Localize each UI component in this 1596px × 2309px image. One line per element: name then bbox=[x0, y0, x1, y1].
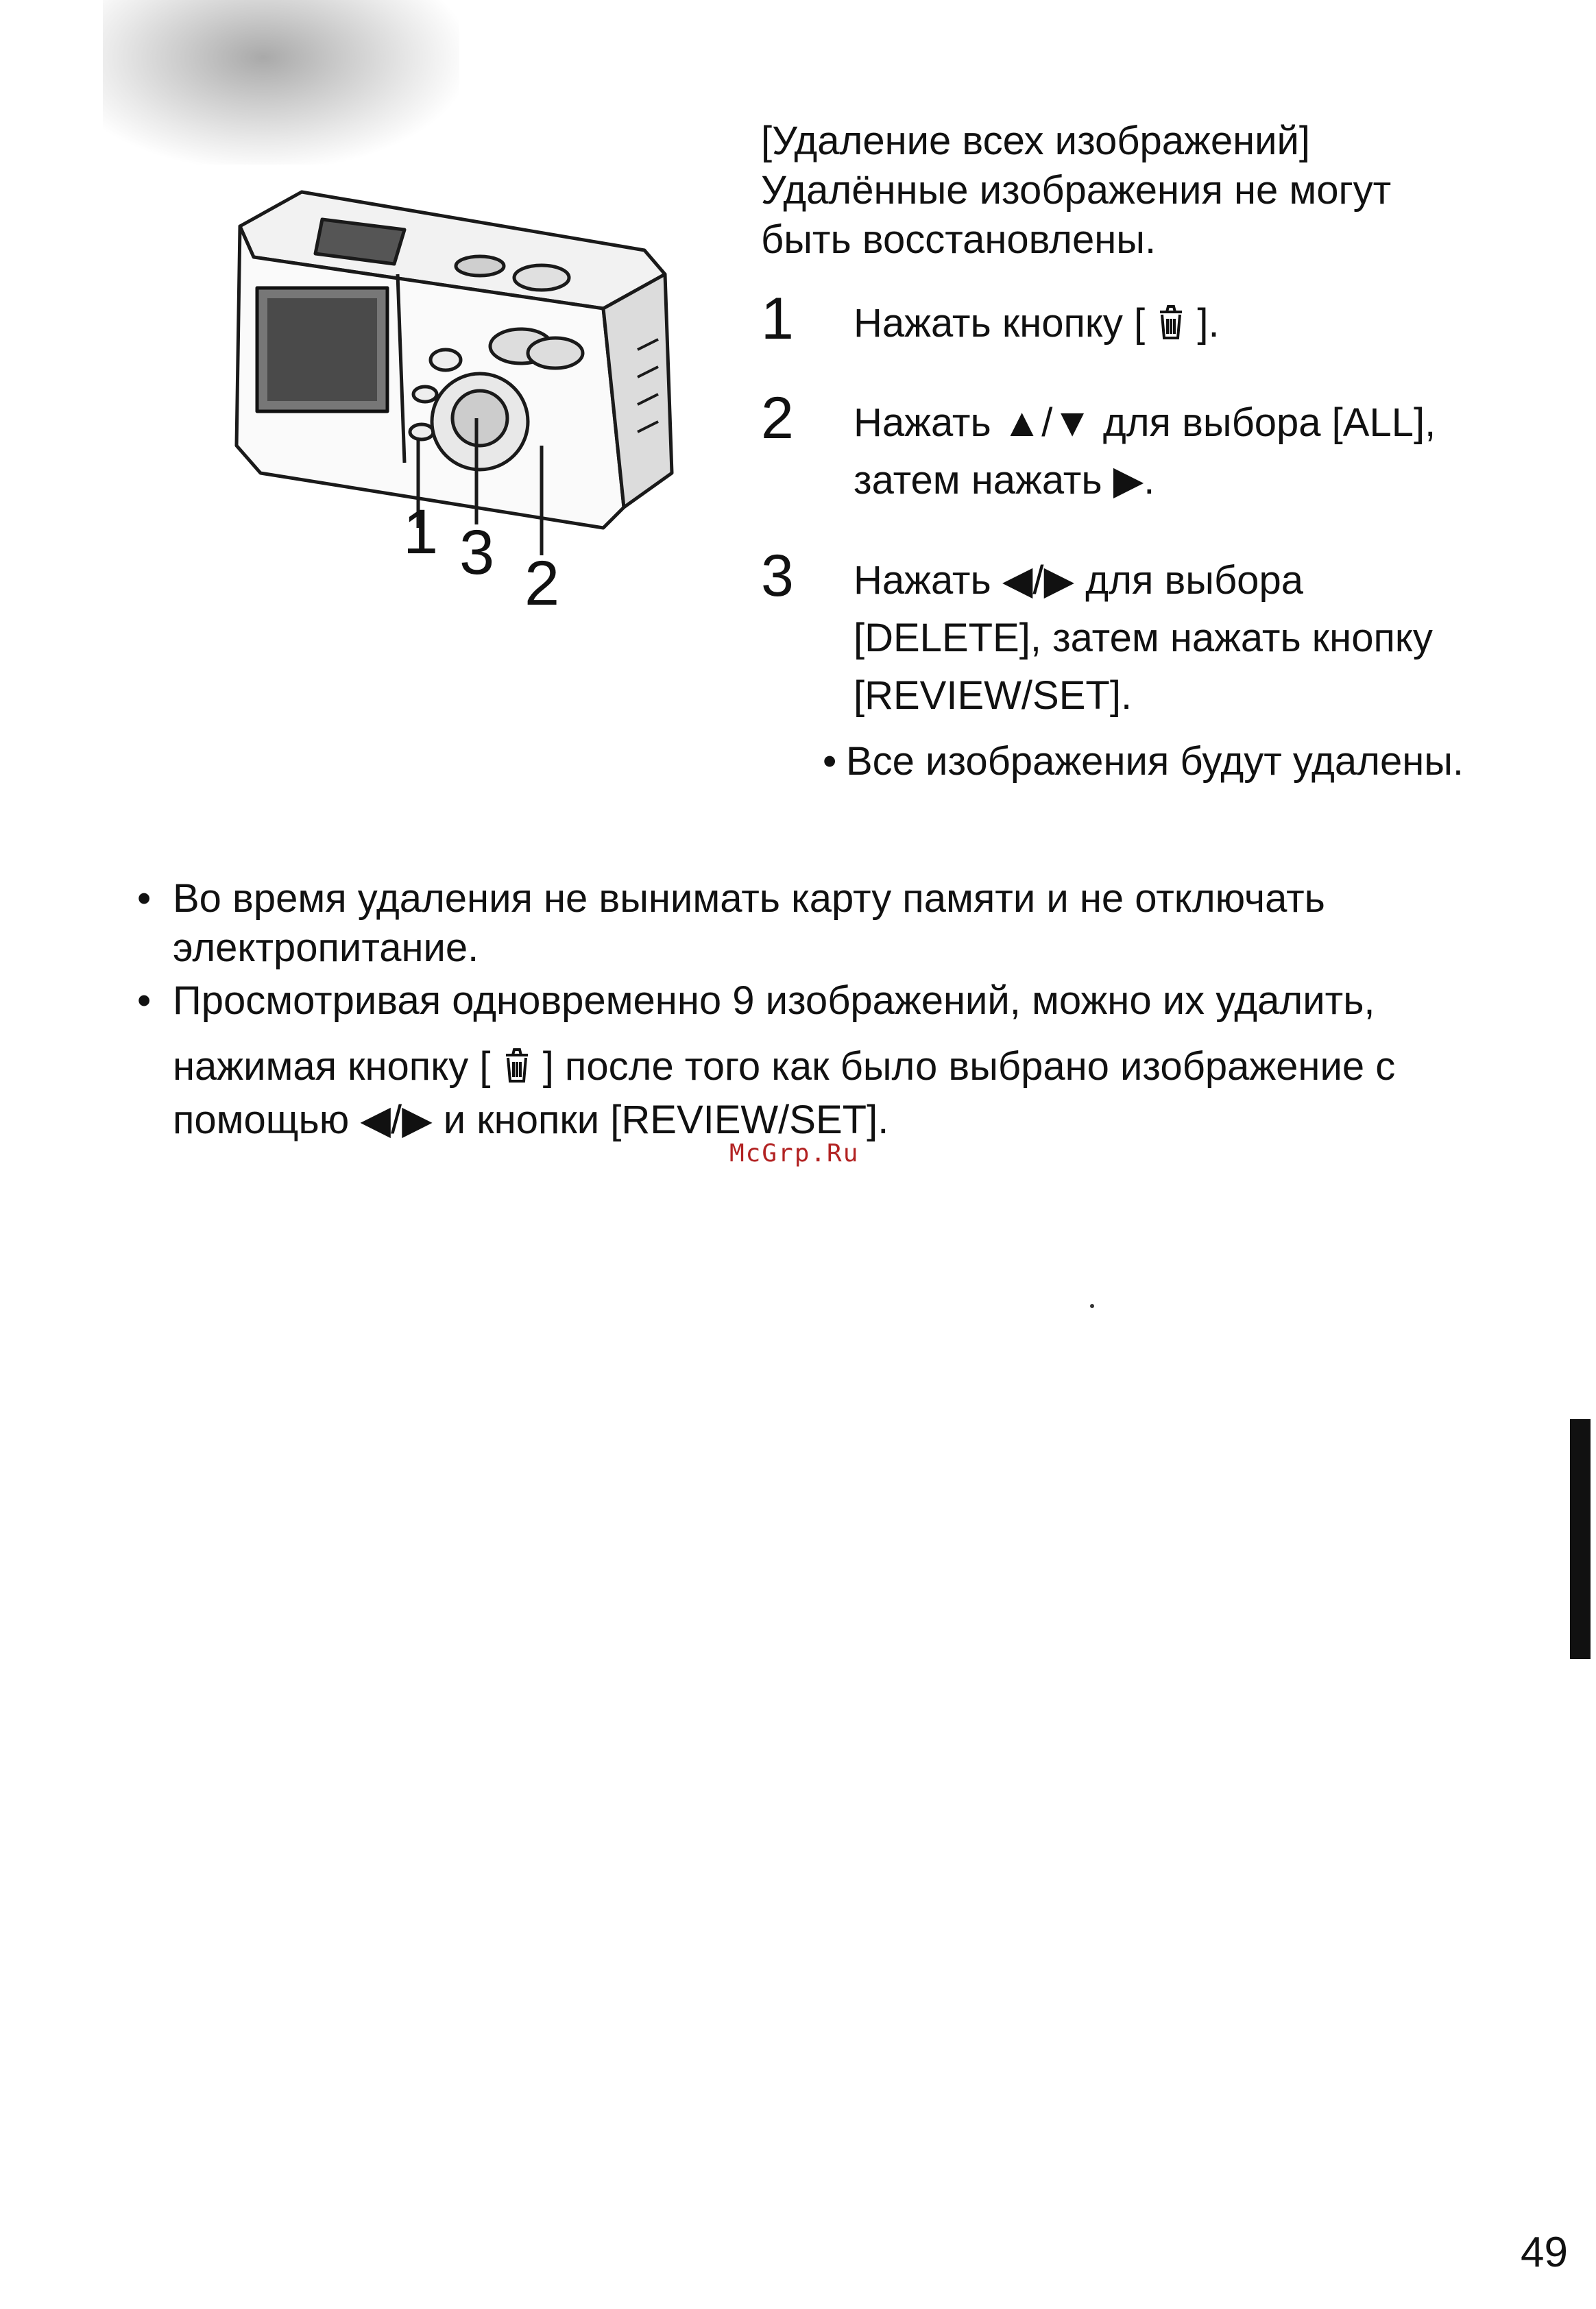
note-text: нажимая кнопку [ bbox=[173, 1044, 502, 1089]
intro-line: быть восстановлены. bbox=[761, 217, 1157, 262]
camera-illustration bbox=[219, 185, 699, 618]
intro-heading: [Удаление всех изображений] bbox=[761, 119, 1311, 163]
note-text: электропитание. bbox=[173, 926, 479, 970]
note-text: Все изображения будут удалены. bbox=[846, 739, 1464, 784]
note-text: помощью ◀/▶ и кнопки [REVIEW/SET]. bbox=[173, 1098, 889, 1142]
callout-2: 2 bbox=[524, 548, 560, 618]
step-text: Нажать ◀/▶ для выбора bbox=[854, 558, 1303, 603]
step-text: затем нажать ▶. bbox=[854, 458, 1155, 503]
callout-1: 1 bbox=[403, 497, 439, 567]
step-text: ]. bbox=[1197, 301, 1220, 346]
page-number: 49 bbox=[1521, 2229, 1568, 2276]
step-text: Нажать кнопку [ bbox=[854, 301, 1146, 346]
section-tab-marker bbox=[1570, 1419, 1591, 1659]
scan-speck bbox=[1090, 1304, 1094, 1308]
trash-icon bbox=[502, 1045, 532, 1084]
scan-smudge bbox=[103, 0, 459, 165]
note-text: Во время удаления не вынимать карту памяти и не отключать bbox=[173, 876, 1325, 921]
step-text: [DELETE], затем нажать кнопку bbox=[854, 616, 1433, 660]
step-3-note: • Все изображения будут удалены. bbox=[823, 739, 1464, 784]
note-2: • Просмотривая одновременно 9 изображений, можно их удалить, нажимая кнопку [ ] после того как было выбрано изображение с помощью ◀/▶ и кнопки [REVIEW/SET]. bbox=[137, 972, 1508, 1145]
watermark: McGrp.Ru bbox=[729, 1139, 860, 1168]
intro-line: Удалённые изображения не могут bbox=[761, 168, 1392, 213]
intro-text bbox=[761, 117, 1529, 265]
callout-3: 3 bbox=[459, 518, 495, 588]
note-1: • Во время удаления не вынимать карту памяти и не отключать электропитание. bbox=[137, 874, 1508, 973]
note-text: Просмотривая одновременно 9 изображений, можно их удалить, bbox=[173, 978, 1375, 1023]
step-number: 3 bbox=[761, 543, 794, 609]
step-number: 2 bbox=[761, 385, 794, 451]
step-number: 1 bbox=[761, 286, 794, 352]
step-text: Нажать ▲/▼ для выбора [ALL], bbox=[854, 400, 1436, 445]
step-text: [REVIEW/SET]. bbox=[854, 673, 1133, 718]
note-text: ] после того как было выбрано изображение с bbox=[542, 1044, 1396, 1089]
trash-icon bbox=[1156, 302, 1186, 341]
